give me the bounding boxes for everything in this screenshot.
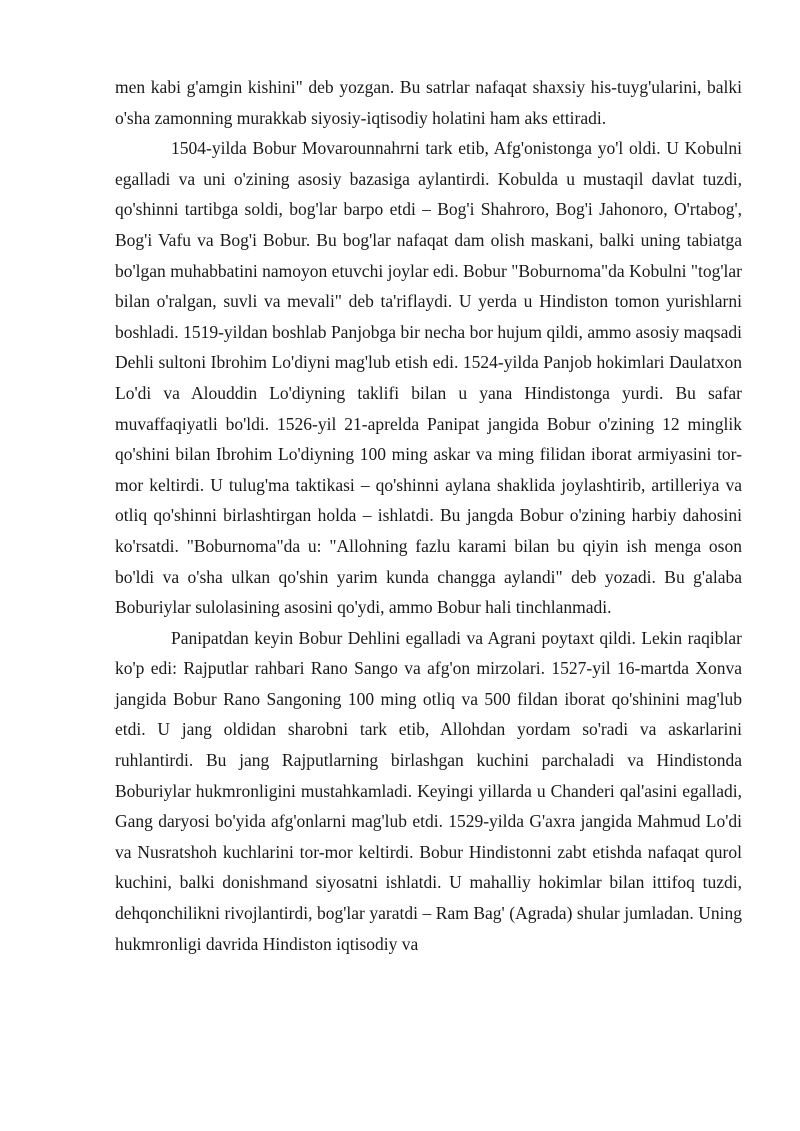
paragraph-after-panipat: Panipatdan keyin Bobur Dehlini egalladi va Agrani poytaxt qildi. Lekin raqiblar ko'p edi: Rajputlar rahbari Rano Sango va afg'on mirzolari. 1527-yil 16-martda Xonva jangida Bobur Rano Sangoning 100 ming otliq va 500 fildan iborat qo'shinini mag'lub etdi. U jang oldidan sharobni tark etib, Allohdan yordam so'radi va askarlarini ruhlantirdi. Bu jang Rajputlarning birlashgan kuchini parchaladi va Hindistonda Boburiylar hukmronligini mustahkamladi. Keyingi yillarda u Chanderi qal'asini egalladi, Gang daryosi bo'yida afg'onlarni mag'lub etdi. 1529-yilda G'axra jangida Mahmud Lo'di va Nusratshoh kuchlarini tor-mor keltirdi. Bobur Hindistonni zabt etishda nafaqat qurol kuchini, balki donishmand siyosatni ishlatdi. U mahalliy hokimlar bilan ittifoq tuzdi, dehqonchilikni rivojlantirdi, bog'lar yaratdi – Ram Bag' (Agrada) shular jumladan. Uning hukmronligi davrida Hindiston iqtisodiy va — [115, 627, 742, 954]
paragraph-kabul-and-panipat: 1504-yilda Bobur Movarounnahrni tark etib, Afg'onistonga yo'l oldi. U Kobulni egalladi va uni o'zining asosiy bazasiga aylantirdi. Kobulda u mustaqil davlat tuzdi, qo'shinni tartibga soldi, bog'lar barpo etdi – Bog'i Shahroro, Bog'i Jahonoro, O'rtabog', Bog'i Vafu va Bog'i Bobur. Bu bog'lar nafaqat dam olish maskani, balki uning tabiatga bo'lgan muhabbatini namoyon etuvchi joylar edi. Bobur "Boburnoma"da Kobulni "tog'lar bilan o'ralgan, suvli va mevali" deb ta'riflaydi. U yerda u Hindiston tomon yurishlarni boshladi. 1519-yildan boshlab Panjobga bir necha bor hujum qildi, ammo asosiy maqsadi Dehli sultoni Ibrohim Lo'diyni mag'lub etish edi. 1524-yilda Panjob hokimlari Daulatxon Lo'di va Alouddin Lo'diyning taklifi bilan u yana Hindistonga yurdi. Bu safar muvaffaqiyatli bo'ldi. 1526-yil 21-aprelda Panipat jangida Bobur o'zining 12 minglik qo'shini bilan Ibrohim Lo'diyning 100 ming askar va ming filidan iborat armiyasini tor-mor keltirdi. U tulug'ma taktikasi – qo'shinni aylana shaklida joylashtirib, artilleriya va otliq qo'shinni birlashtirgan holda – ishlatdi. Bu jangda Bobur o'zining harbiy dahosini ko'rsatdi. "Boburnoma"da u: "Allohning fazlu karami bilan bu qiyin ish menga oson bo'ldi va o'sha ulkan qo'shin yarim kunda changga aylandi" deb yozadi. Bu g'alaba Boburiylar sulolasining asosini qo'ydi, ammo Bobur hali tinchlanmadi. — [115, 138, 742, 618]
document-page — [115, 72, 742, 959]
paragraph-intro-continuation: men kabi g'amgin kishini" deb yozgan. Bu satrlar nafaqat shaxsiy his-tuyg'ularini, balki o'sha zamonning murakkab siyosiy-iqtisodiy holatini ham aks ettiradi. — [115, 77, 742, 128]
